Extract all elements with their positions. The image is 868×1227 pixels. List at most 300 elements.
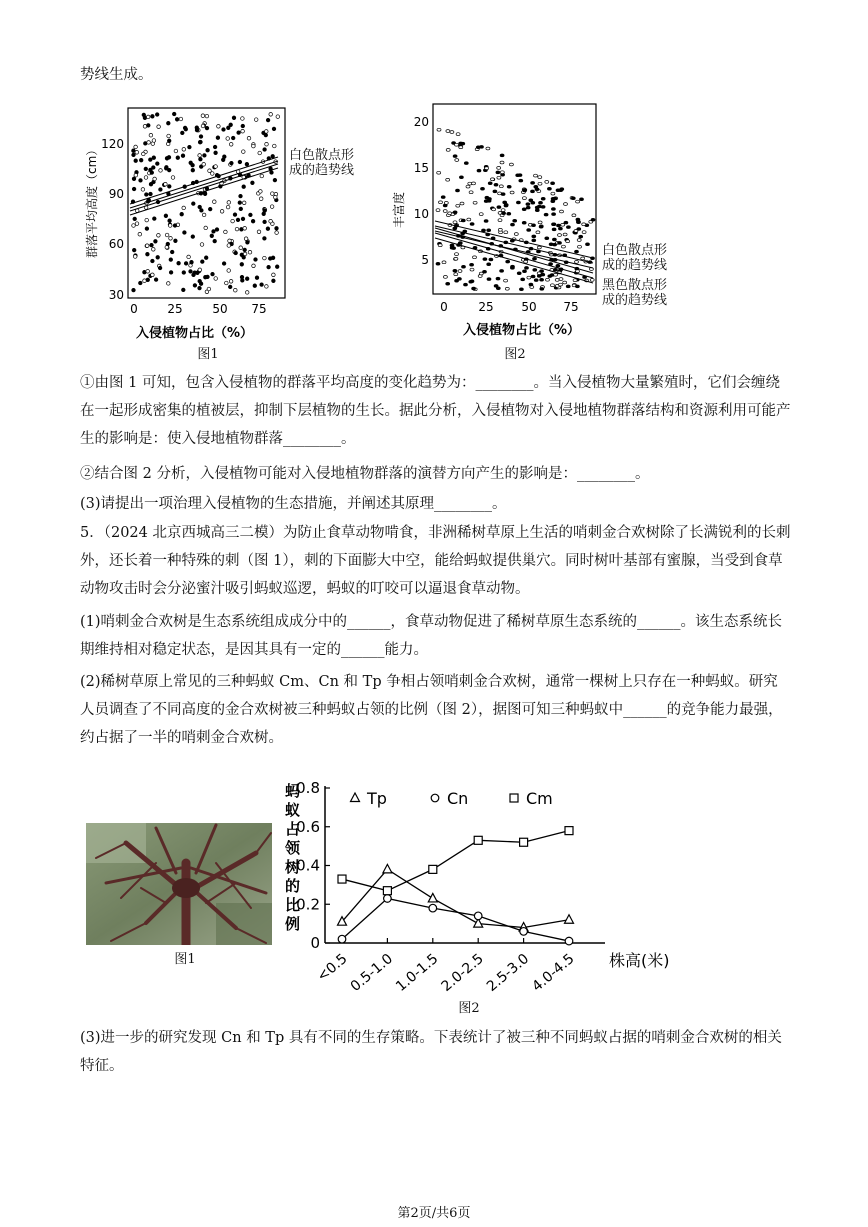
- data-point-cm: [474, 836, 482, 844]
- scatter-point: [133, 217, 137, 221]
- scatter-point: [236, 218, 240, 222]
- scatter-point: [231, 136, 235, 140]
- data-point-cm: [383, 887, 391, 895]
- scatter-point: [195, 126, 199, 130]
- scatter-point: [206, 275, 210, 279]
- scatter-point: [247, 136, 251, 140]
- scatter-point: [470, 223, 474, 226]
- scatter-point: [202, 213, 206, 217]
- scatter-point: [534, 185, 538, 188]
- scatter-point: [155, 113, 159, 117]
- scatter-point: [506, 260, 510, 263]
- scatter-point: [273, 144, 277, 148]
- scatter-point: [145, 244, 149, 248]
- scatter-point: [271, 256, 275, 260]
- scatter-point: [540, 278, 544, 281]
- scatter-point: [538, 221, 542, 224]
- scatter-point: [556, 264, 560, 267]
- scatter-point: [551, 182, 555, 185]
- scatter-point: [174, 149, 178, 153]
- scatter-point: [267, 265, 271, 269]
- scatter-point: [188, 145, 192, 149]
- scatter-point: [146, 115, 150, 119]
- scatter-point: [513, 219, 517, 222]
- scatter-point: [205, 126, 209, 130]
- scatter-point: [167, 139, 171, 143]
- scatter-point: [510, 267, 514, 270]
- scatter-point: [541, 197, 545, 200]
- scatter-point: [193, 271, 197, 275]
- scatter-point: [149, 192, 153, 196]
- scatter-point: [166, 242, 170, 246]
- scatter-point: [145, 193, 149, 197]
- scatter-point: [248, 250, 252, 254]
- scatter-point: [149, 158, 153, 162]
- scatter-point: [479, 213, 483, 216]
- scatter-point: [453, 221, 457, 224]
- scatter-point: [271, 192, 275, 196]
- scatter-point: [563, 233, 567, 236]
- scatter-point: [549, 263, 553, 266]
- scatter-point: [229, 143, 233, 147]
- scatter-point: [501, 209, 505, 212]
- scatter-point: [454, 257, 458, 260]
- scatter-point: [274, 195, 278, 199]
- scatter-point: [167, 282, 171, 286]
- problem-5: 5．（2024 北京西城高三二模）为防止食草动物啃食，非洲稀树草原上生活的哨刺金合欢树除了长满锐利的长刺外，还长着一种特殊的刺（图 1），刺的下面膨大中空，能给蚂蚁提供巢穴。同时树叶基部有蜜腺，当受到食草动物攻击时会分泌蜜汁吸引蚂蚁巡逻，蚂蚁的叮咬可以逼退食草动物。: [80, 525, 791, 597]
- scatter-point: [459, 176, 463, 179]
- scatter-point: [198, 205, 202, 209]
- scatter-point: [511, 223, 515, 226]
- scatter-point: [211, 272, 215, 276]
- scatter-point: [223, 155, 227, 159]
- scatter-point: [501, 193, 505, 196]
- scatter-point: [470, 280, 474, 283]
- scatter-point: [497, 176, 501, 179]
- scatter-point: [467, 218, 471, 221]
- scatter-point: [164, 182, 168, 186]
- scatter-point: [154, 240, 158, 244]
- scatter-point: [167, 121, 171, 125]
- scatter-point: [255, 276, 259, 280]
- scatter-point: [265, 285, 269, 289]
- scatter-point: [553, 243, 557, 246]
- scatter-point: [252, 144, 256, 148]
- scatter-point: [145, 218, 149, 222]
- scatter-point: [531, 182, 535, 185]
- data-point-cm: [520, 838, 528, 846]
- legend-marker-cm: [510, 794, 518, 802]
- scatter-point: [238, 160, 242, 164]
- scatter-point: [266, 118, 270, 122]
- scatter-point: [171, 176, 175, 180]
- scatter-point: [466, 185, 470, 188]
- scatter-point: [536, 231, 540, 234]
- scatter-point: [184, 262, 188, 266]
- x-tick-label: 1.0-1.5: [393, 950, 442, 995]
- scatter-point: [590, 279, 594, 282]
- scatter-point: [276, 115, 280, 119]
- scatter-point: [450, 244, 454, 247]
- scatter-point: [493, 190, 497, 193]
- scatter-point: [201, 124, 205, 128]
- scatter-point: [269, 113, 273, 117]
- scatter-point: [483, 258, 487, 261]
- fig2-xtick: 75: [563, 300, 579, 314]
- question-1: ①由图 1 可知，包含入侵植物的群落平均高度的变化趋势为：________。当入侵植物大量繁殖时，它们会缠绕在一起形成密集的植被层，抑制下层植物的生长。据此分析，入侵植物对入侵地植物群落结构和资源利用可能产生的影响是：使入侵地植物群落________。: [80, 375, 791, 447]
- acacia-thorn-photo: [86, 823, 272, 945]
- scatter-point: [455, 253, 459, 256]
- scatter-point: [138, 232, 142, 236]
- scatter-point: [272, 279, 276, 283]
- scatter-point: [263, 220, 267, 224]
- scatter-point: [165, 157, 169, 161]
- scatter-point: [498, 219, 502, 222]
- scatter-point: [519, 288, 523, 291]
- scatter-point: [557, 224, 561, 227]
- scatter-point: [497, 206, 501, 209]
- scatter-point: [487, 229, 491, 232]
- scatter-point: [448, 212, 452, 215]
- scatter-point: [189, 270, 193, 274]
- scatter-point: [167, 134, 171, 138]
- chart-ylabel: 蚂蚁占领树的比例: [285, 782, 301, 933]
- fig1-xtick: 0: [130, 302, 138, 316]
- fig1-ylabel: 群落平均高度（cm）: [85, 143, 99, 258]
- scatter-point: [241, 124, 245, 128]
- fig2-ytick: 10: [413, 207, 429, 221]
- data-point-tp: [383, 864, 392, 873]
- scatter-point: [144, 167, 148, 171]
- scatter-point: [453, 211, 457, 214]
- scatter-point: [264, 133, 268, 137]
- scatter-point: [577, 228, 581, 231]
- scatter-point: [168, 219, 172, 223]
- scatter-point: [579, 235, 583, 238]
- scatter-point: [233, 213, 237, 217]
- scatter-point: [205, 114, 209, 118]
- scatter-point: [156, 162, 160, 166]
- scatter-point: [496, 277, 500, 280]
- scatter-point: [172, 112, 176, 116]
- scatter-point: [265, 130, 269, 134]
- scatter-point: [485, 196, 489, 199]
- scatter-point: [529, 199, 533, 202]
- legend-marker-tp: [351, 793, 360, 802]
- x-tick-label: 2.0-2.5: [438, 950, 487, 995]
- scatter-point: [472, 287, 476, 290]
- scatter-point: [524, 260, 528, 263]
- scatter-point: [192, 202, 196, 206]
- scatter-point: [227, 201, 231, 205]
- scatter-point: [201, 114, 205, 118]
- scatter-point: [453, 269, 457, 272]
- scatter-point: [443, 210, 447, 213]
- scatter-point: [523, 189, 527, 192]
- scatter-point: [532, 235, 536, 238]
- scatter-point: [241, 117, 245, 121]
- scatter-point: [545, 181, 549, 184]
- scatter-point: [484, 200, 488, 203]
- scatter-point: [132, 248, 136, 252]
- scatter-point: [234, 288, 238, 292]
- scatter-point: [235, 227, 239, 231]
- scatter-point: [446, 149, 450, 152]
- fig1-ytick: 120: [101, 137, 124, 151]
- scatter-point: [534, 279, 538, 282]
- scatter-point: [147, 124, 151, 128]
- scatter-point: [529, 283, 533, 286]
- legend-label-cn: Cn: [447, 789, 469, 808]
- scatter-point: [503, 201, 507, 204]
- scatter-point: [216, 136, 220, 140]
- scatter-point: [141, 188, 145, 192]
- scatter-point: [456, 189, 460, 192]
- scatter-point: [560, 188, 564, 191]
- scatter-point: [243, 227, 247, 231]
- scatter-point: [198, 286, 202, 290]
- scatter-point: [459, 146, 463, 149]
- scatter-point: [525, 267, 529, 270]
- problem-5-part-3: (3)进一步的研究发现 Cn 和 Tp 具有不同的生存策略。下表统计了被三种不同蚂蚁占据的哨刺金合欢树的相关特征。: [80, 1030, 782, 1074]
- scatter-point: [146, 270, 150, 274]
- scatter-point: [507, 185, 511, 188]
- scatter-point: [251, 219, 255, 223]
- scatter-point: [527, 229, 531, 232]
- scatter-point: [270, 205, 274, 209]
- scatter-point: [132, 153, 136, 157]
- scatter-point: [243, 248, 247, 252]
- scatter-point: [146, 252, 150, 256]
- scatter-point: [152, 156, 156, 160]
- scatter-point: [226, 137, 230, 141]
- scatter-point: [159, 188, 163, 192]
- scatter-point: [532, 224, 536, 227]
- scatter-point: [539, 225, 543, 228]
- data-point-cn: [338, 935, 346, 943]
- scatter-point: [456, 133, 460, 136]
- scatter-point: [436, 209, 440, 212]
- scatter-point: [173, 224, 177, 228]
- scatter-point: [507, 212, 511, 215]
- scatter-point: [139, 281, 143, 285]
- data-point-tp: [428, 893, 437, 902]
- scatter-point: [164, 214, 168, 218]
- scatter-point: [152, 139, 156, 143]
- scatter-point: [167, 168, 171, 172]
- scatter-point: [153, 217, 157, 221]
- scatter-point: [519, 179, 523, 182]
- chart-xlabel: 株高(米): [609, 951, 670, 970]
- scatter-point: [497, 167, 501, 170]
- fig-b2-caption: 图2: [458, 1001, 480, 1016]
- scatter-point: [552, 238, 556, 241]
- scatter-point: [201, 260, 205, 264]
- scatter-point: [554, 273, 558, 276]
- data-point-cn: [565, 937, 573, 945]
- scatter-point: [576, 218, 580, 221]
- scatter-point: [582, 231, 586, 234]
- scatter-point: [214, 151, 218, 155]
- scatter-point: [522, 197, 526, 200]
- fig1-xtick: 25: [167, 302, 183, 316]
- scatter-point: [438, 244, 442, 247]
- scatter-point: [575, 261, 579, 264]
- scatter-point: [239, 207, 243, 211]
- scatter-point: [182, 148, 186, 152]
- scatter-point: [457, 278, 461, 281]
- scatter-point: [517, 272, 521, 275]
- scatter-point: [269, 219, 273, 223]
- scatter-point: [564, 221, 568, 224]
- scatter-point: [135, 151, 139, 155]
- scatter-point: [213, 200, 217, 204]
- scatter-point: [577, 239, 581, 242]
- scatter-point: [518, 174, 522, 177]
- scatter-point: [198, 279, 202, 283]
- scatter-point: [522, 221, 526, 224]
- scatter-point: [487, 278, 491, 281]
- scatter-point: [443, 276, 447, 279]
- scatter-point: [551, 192, 555, 195]
- scatter-point: [437, 171, 441, 174]
- scatter-point: [207, 287, 211, 291]
- scatter-point: [484, 220, 488, 223]
- scatter-point: [455, 159, 459, 162]
- scatter-point: [581, 257, 585, 260]
- scatter-point: [208, 207, 212, 211]
- scatter-point: [454, 273, 458, 276]
- scatter-point: [217, 125, 221, 129]
- scatter-point: [242, 201, 246, 205]
- scatter-point: [147, 141, 151, 145]
- fig2-caption: 图2: [504, 347, 526, 362]
- scatter-point: [259, 197, 263, 201]
- scatter-point: [514, 233, 518, 236]
- scatter-point: [169, 237, 173, 241]
- fig2-ylabel: 丰富度: [392, 191, 406, 228]
- scatter-point: [561, 245, 565, 248]
- scatter-point: [169, 271, 173, 275]
- scatter-point: [260, 174, 264, 178]
- y-tick-label: 0.2: [296, 895, 320, 914]
- scatter-point: [500, 154, 504, 157]
- scatter-point: [566, 226, 570, 229]
- scatter-point: [272, 127, 276, 131]
- fig1-ytick: 30: [108, 288, 124, 302]
- problem-5-part-1: (1)哨刺金合欢树是生态系统组成成分中的______，食草动物促进了稀树草原生态系统的______。该生态系统长期维持相对稳定状态，是因其具有一定的______能力。: [80, 614, 783, 658]
- scatter-point: [541, 273, 545, 276]
- scatter-point: [187, 255, 191, 259]
- scatter-point: [559, 278, 563, 281]
- data-point-cm: [429, 865, 437, 873]
- scatter-point: [455, 143, 459, 146]
- scatter-point: [482, 229, 486, 232]
- problem-5-part-2: (2)稀树草原上常见的三种蚂蚁 Cm、Cn 和 Tp 争相占领哨刺金合欢树，通常一棵树上只存在一种蚂蚁。研究人员调查了不同高度的金合欢树被三种蚂蚁占领的比例（图 2），据图可知三种蚂蚁中______的竞争能力最强，约占据了一半的哨刺金合欢树。: [80, 674, 783, 746]
- scatter-point: [533, 257, 537, 260]
- ant-occupancy-chart: [272, 770, 690, 1000]
- scatter-point: [527, 276, 531, 279]
- scatter-point: [500, 270, 504, 273]
- scatter-point: [437, 128, 441, 131]
- fig1-ytick: 60: [108, 237, 124, 251]
- scatter-point: [198, 268, 202, 272]
- scatter-point: [142, 113, 146, 117]
- fig2-xtick: 50: [521, 300, 537, 314]
- scatter-point: [208, 169, 212, 173]
- scatter-point: [504, 279, 508, 282]
- scatter-point: [241, 217, 245, 221]
- scatter-point: [156, 256, 160, 260]
- scatter-point: [152, 248, 156, 252]
- scatter-point: [254, 258, 258, 262]
- scatter-point: [245, 291, 249, 295]
- scatter-point: [559, 283, 563, 286]
- scatter-point: [531, 275, 535, 278]
- scatter-point: [180, 212, 184, 216]
- scatter-point: [485, 167, 489, 170]
- scatter-point: [564, 203, 568, 206]
- scatter-point: [526, 206, 530, 209]
- scatter-point: [245, 162, 249, 166]
- scatter-point: [456, 204, 460, 207]
- scatter-point: [203, 192, 207, 196]
- scatter-point: [170, 250, 174, 254]
- scatter-point: [179, 117, 183, 121]
- scatter-point: [151, 115, 155, 119]
- legend-label-cm: Cm: [526, 789, 553, 808]
- scatter-point: [215, 228, 219, 232]
- scatter-point: [500, 161, 504, 164]
- scatter-point: [580, 198, 584, 201]
- scatter-point: [144, 176, 148, 180]
- scatter-point: [199, 135, 203, 139]
- scatter-point: [227, 244, 231, 248]
- scatter-point: [263, 256, 267, 260]
- scatter-point: [265, 142, 269, 146]
- scatter-point: [174, 239, 178, 243]
- scatter-point: [490, 178, 494, 181]
- scatter-point: [168, 185, 172, 189]
- scatter-point: [229, 280, 233, 284]
- scatter-point: [516, 201, 520, 204]
- scatter-point: [134, 159, 138, 163]
- scatter-point: [152, 166, 156, 170]
- scatter-point: [526, 203, 530, 206]
- x-tick-label: 4.0-4.5: [529, 950, 578, 995]
- data-point-cn: [384, 895, 392, 903]
- scatter-point: [446, 130, 450, 133]
- scatter-point: [237, 131, 241, 135]
- scatter-point: [227, 269, 231, 273]
- figure-2-scatter: [383, 100, 683, 348]
- scatter-point: [473, 201, 477, 204]
- series-line-tp: [342, 869, 569, 927]
- scatter-point: [553, 197, 557, 200]
- fig1-xtick: 50: [212, 302, 228, 316]
- scatter-point: [242, 150, 246, 154]
- scatter-point: [273, 178, 277, 182]
- scatter-point: [488, 182, 492, 185]
- scatter-point: [213, 239, 217, 243]
- scatter-point: [151, 273, 155, 277]
- scatter-point: [202, 163, 206, 167]
- scatter-point: [460, 202, 464, 205]
- scatter-point: [537, 205, 541, 208]
- scatter-point: [538, 182, 542, 185]
- scatter-point: [545, 237, 549, 240]
- scatter-point: [149, 133, 153, 137]
